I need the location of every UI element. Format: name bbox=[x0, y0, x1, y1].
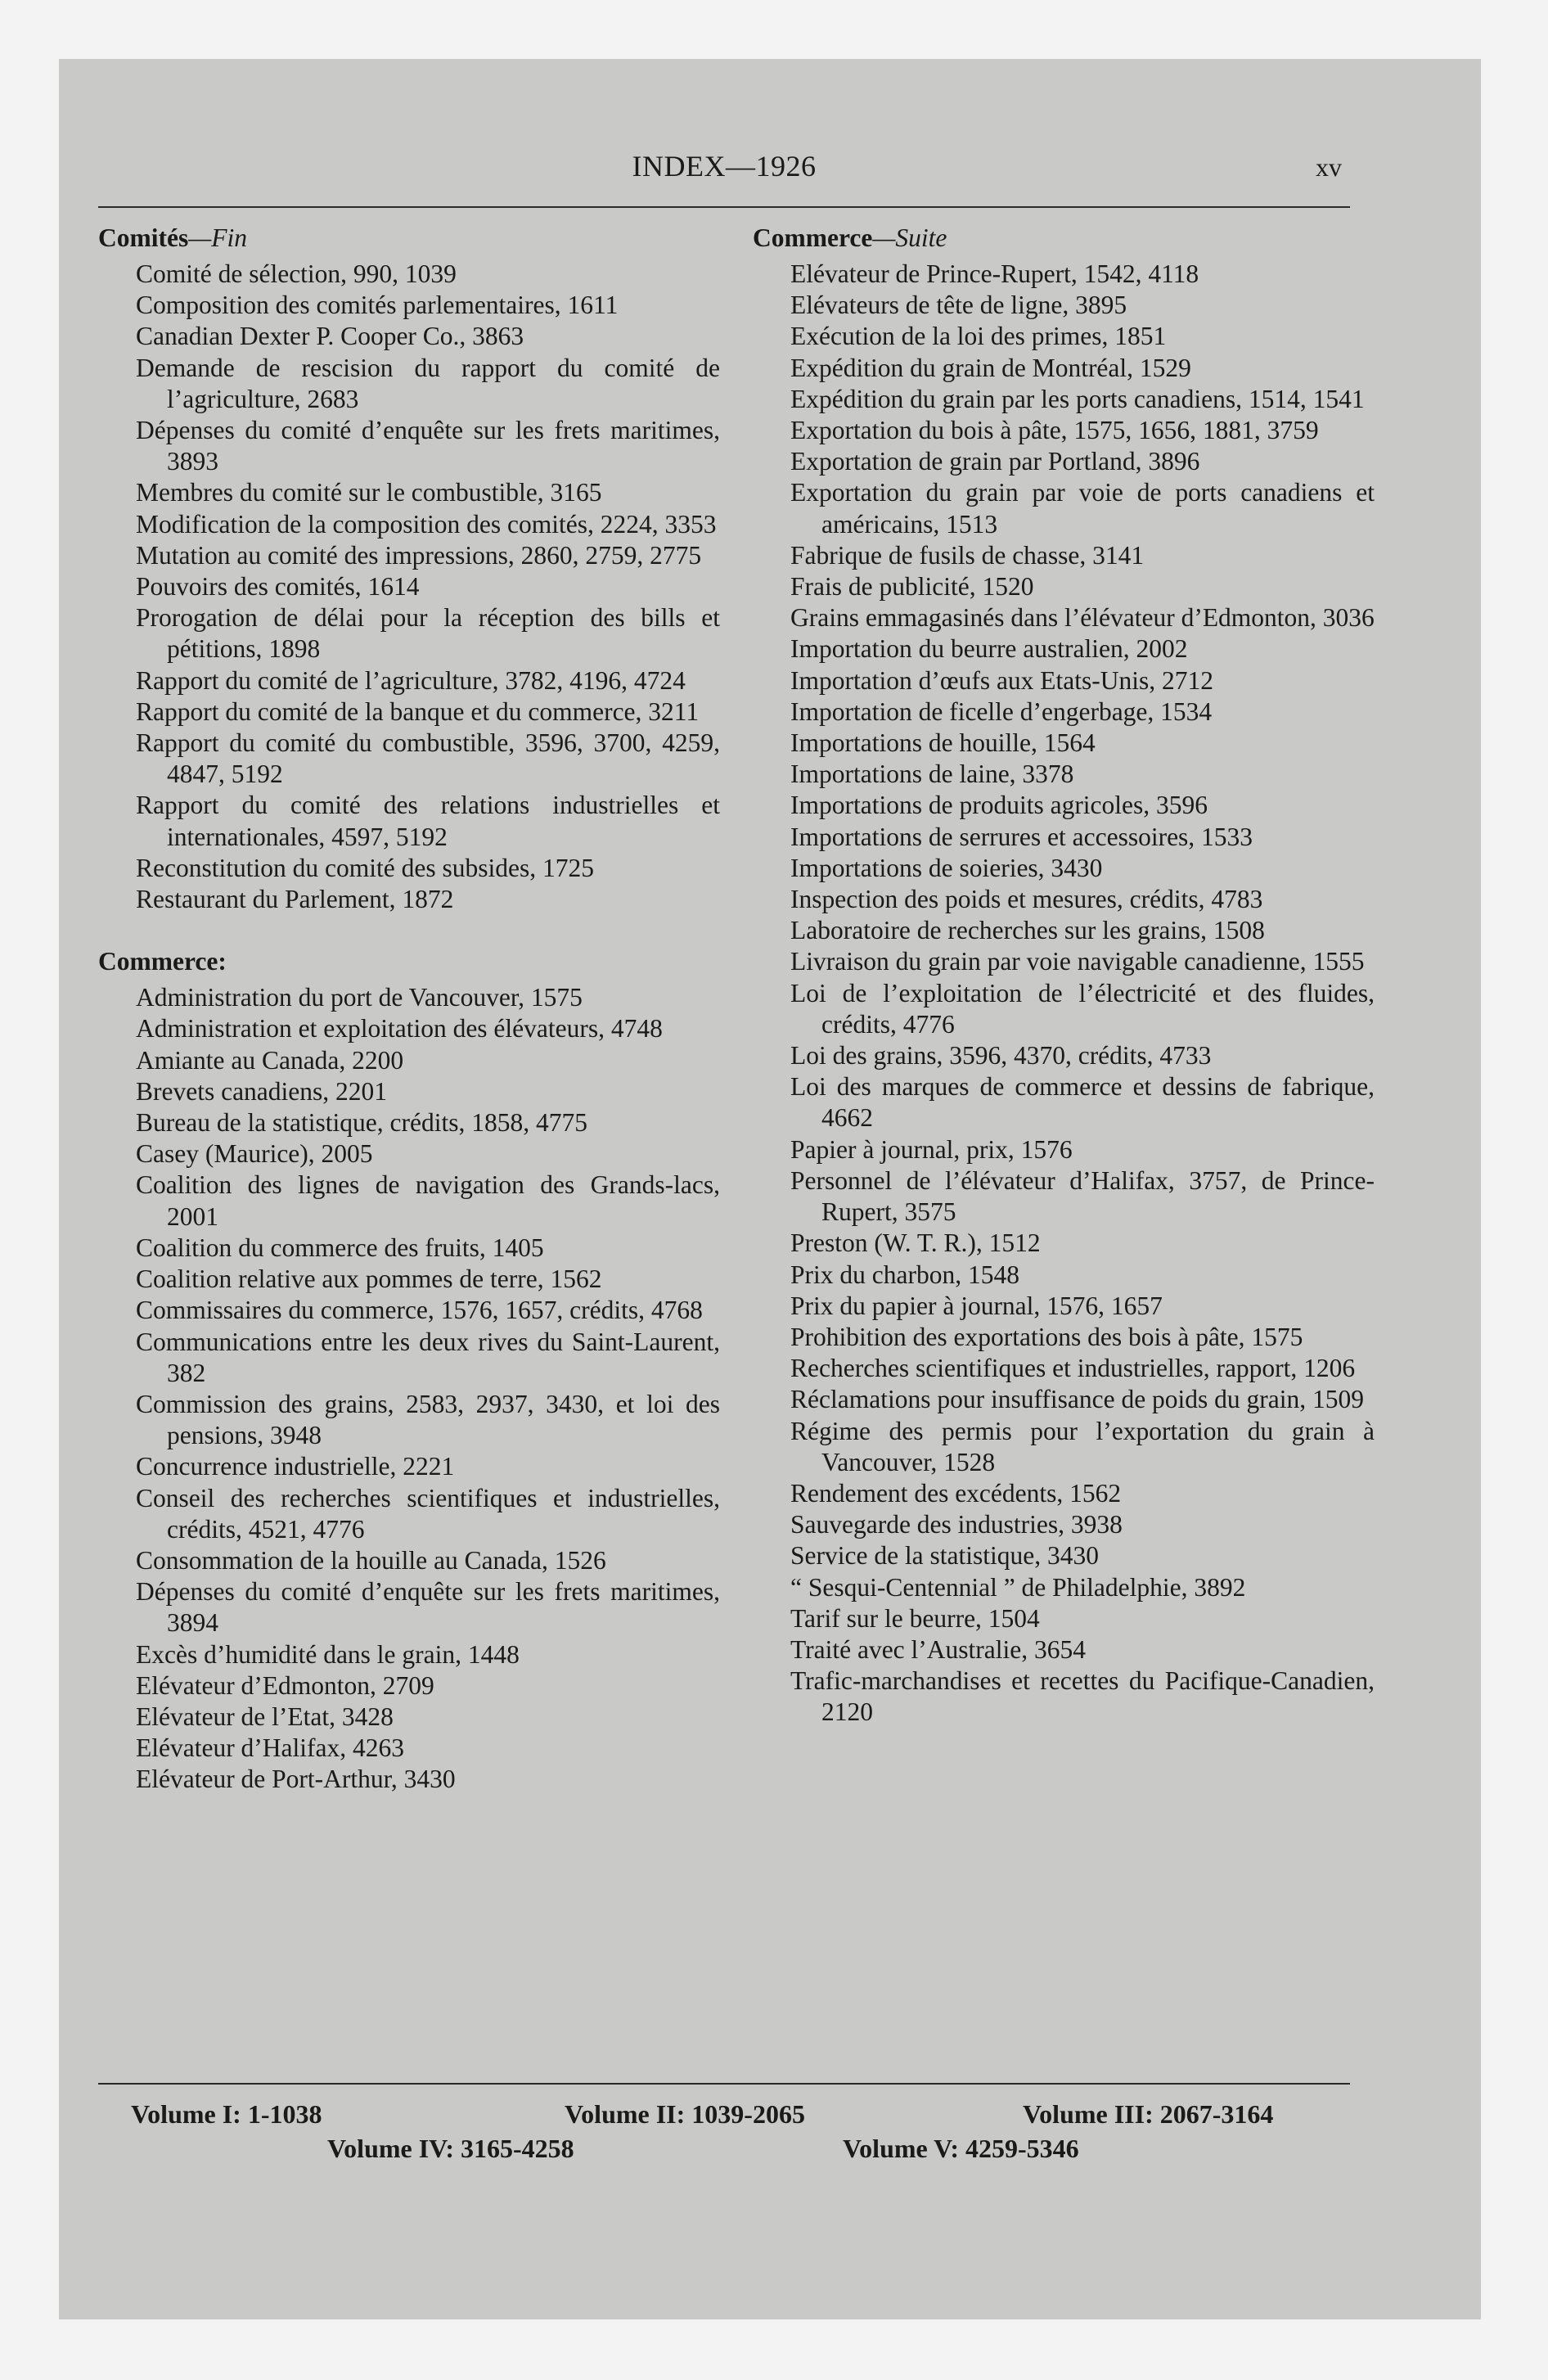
index-entry: Personnel de l’élévateur d’Halifax, 3757, de Prince-Rupert, 3575 bbox=[790, 1165, 1375, 1227]
index-entry: Importation d’œufs aux Etats-Unis, 2712 bbox=[790, 665, 1214, 695]
index-entry: Fabrique de fusils de chasse, 3141 bbox=[790, 540, 1145, 570]
volume-footer bbox=[98, 2099, 1350, 2189]
index-entry: Composition des comités parlementaires, 1611 bbox=[136, 291, 619, 320]
index-entry: Modification de la composition des comités, 2224, 3353 bbox=[136, 509, 717, 539]
index-entry: Commissaires du commerce, 1576, 1657, crédits, 4768 bbox=[136, 1296, 703, 1325]
section-heading-comites: Comités—Fin bbox=[98, 223, 247, 252]
volume-5-range: Volume V: 4259-5346 bbox=[843, 2134, 1079, 2163]
volume-2-range: Volume II: 1039-2065 bbox=[565, 2099, 805, 2129]
index-entry: Expédition du grain de Montréal, 1529 bbox=[790, 353, 1191, 382]
index-entry: Expédition du grain par les ports canadiens, 1514, 1541 bbox=[790, 384, 1365, 413]
index-entry: Canadian Dexter P. Cooper Co., 3863 bbox=[136, 322, 524, 351]
index-entry: Coalition des lignes de navigation des Grands-lacs, 2001 bbox=[136, 1170, 720, 1231]
index-entry: Prix du papier à journal, 1576, 1657 bbox=[790, 1291, 1163, 1320]
index-entry: Elévateur de Port-Arthur, 3430 bbox=[136, 1765, 456, 1794]
index-entry: Concurrence industrielle, 2221 bbox=[136, 1452, 455, 1481]
index-entry: Pouvoirs des comités, 1614 bbox=[136, 572, 420, 602]
volume-3-range: Volume III: 2067-3164 bbox=[1023, 2099, 1274, 2129]
index-entry: Importations de serrures et accessoires, 1533 bbox=[790, 822, 1253, 851]
index-entry: “ Sesqui-Centennial ” de Philadelphie, 3892 bbox=[790, 1572, 1246, 1602]
commerce-entries bbox=[98, 982, 720, 1795]
index-entry: Coalition relative aux pommes de terre, 1562 bbox=[136, 1264, 602, 1294]
index-entry: Mutation au comité des impressions, 2860, 2759, 2775 bbox=[136, 540, 702, 570]
left-column bbox=[98, 223, 720, 1796]
index-entry: Trafic-marchandises et recettes du Pacifique-Canadien, 2120 bbox=[790, 1666, 1375, 1727]
index-entry: Rapport du comité de l’agriculture, 3782, 4196, 4724 bbox=[136, 665, 686, 695]
index-entry: Laboratoire de recherches sur les grains, 1508 bbox=[790, 916, 1265, 945]
section-heading-commerce: Commerce: bbox=[98, 947, 227, 976]
index-entry: Importations de houille, 1564 bbox=[790, 728, 1096, 758]
index-entry: Consommation de la houille au Canada, 1526 bbox=[136, 1545, 606, 1575]
index-entry: Dépenses du comité d’enquête sur les frets maritimes, 3893 bbox=[136, 416, 720, 476]
index-entry: Restaurant du Parlement, 1872 bbox=[136, 885, 454, 914]
index-entry: Importations de produits agricoles, 3596 bbox=[790, 791, 1208, 820]
index-entry: Importation de ficelle d’engerbage, 1534 bbox=[790, 696, 1213, 726]
index-entry: Casey (Maurice), 2005 bbox=[136, 1139, 373, 1169]
index-entry: Exportation du bois à pâte, 1575, 1656, 1881, 3759 bbox=[790, 416, 1319, 445]
comites-entries bbox=[98, 259, 720, 915]
index-entry: Loi de l’exploitation de l’électricité et des fluides, crédits, 4776 bbox=[790, 978, 1375, 1039]
index-entry: Preston (W. T. R.), 1512 bbox=[790, 1228, 1041, 1258]
page-title: INDEX—1926 bbox=[632, 150, 817, 183]
index-entry: Conseil des recherches scientifiques et industrielles, crédits, 4521, 4776 bbox=[136, 1483, 720, 1544]
index-entry: Rendement des excédents, 1562 bbox=[790, 1478, 1122, 1508]
index-entry: Reconstitution du comité des subsides, 1725 bbox=[136, 853, 594, 882]
index-entry: Tarif sur le beurre, 1504 bbox=[790, 1603, 1040, 1633]
index-entry: Importations de laine, 3378 bbox=[790, 760, 1074, 789]
index-entry: Loi des grains, 3596, 4370, crédits, 4733 bbox=[790, 1041, 1212, 1071]
index-entry: Inspection des poids et mesures, crédits, 4783 bbox=[790, 885, 1263, 914]
index-entry: Importations de soieries, 3430 bbox=[790, 853, 1103, 882]
index-entry: Importation du beurre australien, 2002 bbox=[790, 634, 1188, 664]
index-entry: Réclamations pour insuffisance de poids du grain, 1509 bbox=[790, 1385, 1365, 1414]
index-entry: Grains emmagasinés dans l’élévateur d’Edmonton, 3036 bbox=[790, 603, 1375, 633]
index-entry: Comité de sélection, 990, 1039 bbox=[136, 259, 457, 288]
index-entry: Rapport du comité des relations industrielles et internationales, 4597, 5192 bbox=[136, 791, 720, 851]
page-number: xv bbox=[1316, 152, 1342, 182]
index-entry: Elévateurs de tête de ligne, 3895 bbox=[790, 291, 1127, 320]
index-entry: Elévateur de Prince-Rupert, 1542, 4118 bbox=[790, 259, 1199, 288]
index-entry: Livraison du grain par voie navigable canadienne, 1555 bbox=[790, 947, 1365, 976]
index-entry: Membres du comité sur le combustible, 3165 bbox=[136, 478, 602, 507]
index-entry: Exportation du grain par voie de ports canadiens et américains, 1513 bbox=[790, 478, 1375, 539]
index-entry: Commission des grains, 2583, 2937, 3430, et loi des pensions, 3948 bbox=[136, 1389, 720, 1450]
index-entry: Elévateur d’Edmonton, 2709 bbox=[136, 1670, 434, 1700]
index-entry: Coalition du commerce des fruits, 1405 bbox=[136, 1233, 544, 1262]
right-column bbox=[753, 223, 1375, 1729]
index-entry: Sauvegarde des industries, 3938 bbox=[790, 1510, 1123, 1539]
section-heading-commerce-suite: Commerce—Suite bbox=[753, 223, 947, 252]
commerce-suite-entries bbox=[753, 259, 1375, 1729]
index-entry: Brevets canadiens, 2201 bbox=[136, 1076, 388, 1106]
index-entry: Amiante au Canada, 2200 bbox=[136, 1045, 404, 1075]
index-entry: Communications entre les deux rives du Saint-Laurent, 382 bbox=[136, 1327, 720, 1387]
index-entry: Elévateur d’Halifax, 4263 bbox=[136, 1733, 404, 1763]
index-entry: Traité avec l’Australie, 3654 bbox=[790, 1634, 1086, 1664]
volume-1-range: Volume I: 1-1038 bbox=[131, 2099, 322, 2129]
page-header bbox=[98, 141, 1350, 190]
index-entry: Elévateur de l’Etat, 3428 bbox=[136, 1702, 394, 1731]
header-rule bbox=[98, 206, 1350, 208]
index-entry: Excès d’humidité dans le grain, 1448 bbox=[136, 1639, 520, 1669]
index-entry: Rapport du comité du combustible, 3596, 3700, 4259, 4847, 5192 bbox=[136, 728, 720, 789]
index-entry: Loi des marques de commerce et dessins de fabrique, 4662 bbox=[790, 1072, 1375, 1133]
index-entry: Administration du port de Vancouver, 1575 bbox=[136, 983, 583, 1012]
index-entry: Prix du charbon, 1548 bbox=[790, 1260, 1019, 1289]
index-entry: Administration et exploitation des élévateurs, 4748 bbox=[136, 1014, 663, 1044]
index-entry: Frais de publicité, 1520 bbox=[790, 572, 1034, 602]
index-entry: Papier à journal, prix, 1576 bbox=[790, 1134, 1073, 1164]
index-entry: Rapport du comité de la banque et du commerce, 3211 bbox=[136, 696, 700, 726]
index-entry: Recherches scientifiques et industrielles, rapport, 1206 bbox=[790, 1354, 1356, 1383]
index-entry: Exportation de grain par Portland, 3896 bbox=[790, 447, 1200, 476]
index-entry: Prorogation de délai pour la réception des bills et pétitions, 1898 bbox=[136, 603, 720, 664]
index-entry: Demande de rescision du rapport du comité de l’agriculture, 2683 bbox=[136, 353, 720, 413]
footer-rule bbox=[98, 2083, 1350, 2085]
volume-4-range: Volume IV: 3165-4258 bbox=[327, 2134, 574, 2163]
index-entry: Exécution de la loi des primes, 1851 bbox=[790, 322, 1167, 351]
index-entry: Service de la statistique, 3430 bbox=[790, 1541, 1100, 1571]
index-entry: Régime des permis pour l’exportation du grain à Vancouver, 1528 bbox=[790, 1416, 1375, 1476]
index-entry: Prohibition des exportations des bois à pâte, 1575 bbox=[790, 1322, 1303, 1351]
index-entry: Dépenses du comité d’enquête sur les frets maritimes, 3894 bbox=[136, 1577, 720, 1638]
index-entry: Bureau de la statistique, crédits, 1858, 4775 bbox=[136, 1108, 588, 1138]
